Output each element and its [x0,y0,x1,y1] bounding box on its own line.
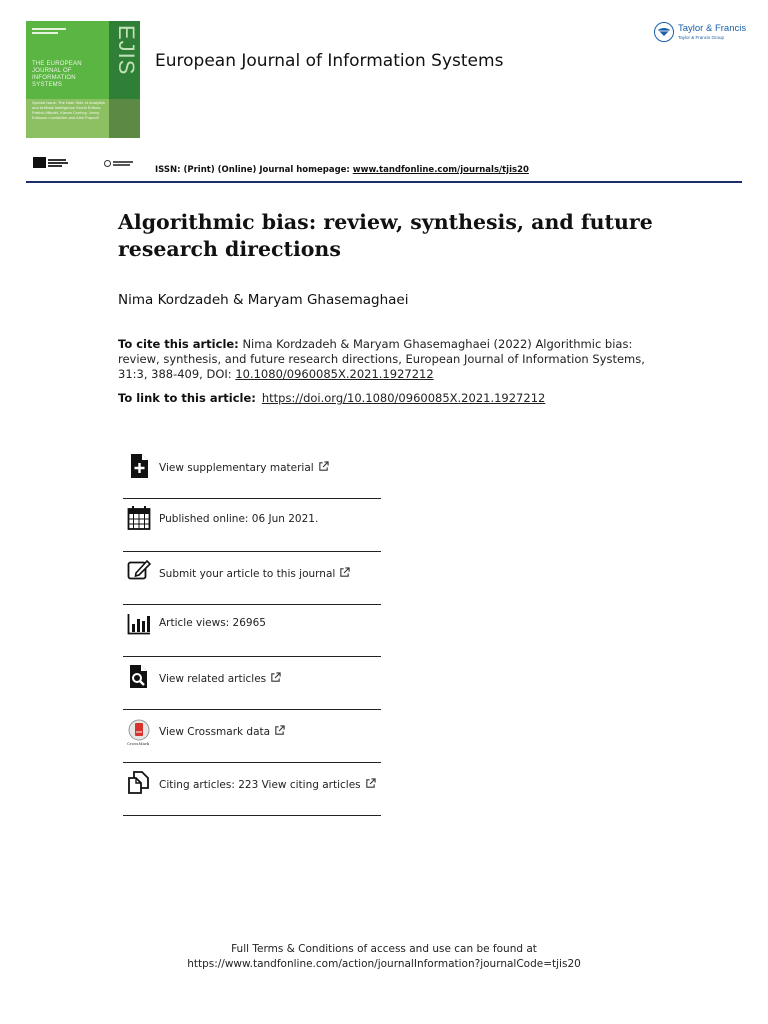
info-label: Citing articles: 223 View citing articles [159,779,361,791]
cover-top-line [32,28,66,30]
list-divider [123,762,381,763]
list-divider [123,498,381,499]
footer-terms [0,942,768,972]
cite-doi-link[interactable]: 10.1080/0960085X.2021.1927212 [235,367,434,381]
header-divider [26,181,742,183]
issn-text: ISSN: (Print) (Online) Journal homepage: [155,165,353,175]
info-label: View related articles [159,673,267,685]
bar-chart-icon [127,611,151,637]
info-label: View Crossmark data [159,726,271,738]
info-label: Submit your article to this journal [159,568,336,580]
external-link-icon [339,567,350,578]
article-views-row [123,609,381,661]
list-divider [123,656,381,657]
external-link-icon [318,461,329,472]
publisher-small-logo [33,157,69,169]
cover-top-line [32,32,58,34]
article-authors: Nima Kordzadeh & Maryam Ghasemaghaei [118,292,409,308]
crossmark-row[interactable] [123,714,381,766]
citing-icon [127,770,151,796]
cite-text: Nima Kordzadeh & Maryam Ghasemaghaei (2022) Algorithmic bias: review, synthesis, and future research directions, European Journal of Information Systems, 31:3, 388-409, DOI: [118,337,645,381]
external-link-icon [274,725,285,736]
file-plus-icon [127,453,151,479]
edit-icon [127,558,151,584]
taylor-francis-logo [654,22,746,46]
taylor-francis-emblem-icon [654,22,674,42]
info-label: Published online: 06 Jun 2021. [159,513,319,525]
footer-line-1: Full Terms & Conditions of access and use can be found at [231,943,537,955]
publisher-name: Taylor & Francis [678,23,747,34]
external-link-icon [365,778,376,789]
list-divider [123,815,381,816]
article-title: Algorithmic bias: review, synthesis, and future research directions [118,210,653,261]
external-link-icon [270,672,281,683]
journal-title: European Journal of Information Systems [155,51,504,71]
crossmark-caption: CrossMark [127,741,150,746]
citing-articles-row[interactable] [123,767,381,819]
cover-title: THE EUROPEAN JOURNAL OF INFORMATION SYSTEMS [32,61,82,88]
list-divider [123,604,381,605]
article-link-line [118,391,545,405]
publisher-group: Taylor & Francis Group [678,35,725,40]
journal-cover-thumbnail [26,21,140,138]
related-articles-row[interactable] [123,661,381,713]
list-divider [123,551,381,552]
search-document-icon [127,664,151,690]
issn-homepage-line [155,165,529,175]
journal-homepage-link[interactable]: www.tandfonline.com/journals/tjis20 [352,165,529,175]
supplementary-material-row[interactable] [123,451,381,503]
info-label: Article views: 26965 [159,617,266,629]
link-label: To link to this article: [118,391,256,405]
published-online-row [123,503,381,555]
calendar-icon [127,505,151,531]
article-doi-link[interactable]: https://doi.org/10.1080/0960085X.2021.1927212 [261,391,546,405]
submit-article-row[interactable] [123,556,381,608]
society-small-logo [104,160,134,168]
info-label: View supplementary material [159,462,314,474]
crossmark-icon [127,719,153,749]
cover-spine-lower [109,99,140,138]
cover-spine-text: EJIS [114,25,139,76]
cite-label: To cite this article: [118,337,239,351]
citation-block [118,337,663,382]
footer-terms-link[interactable]: https://www.tandfonline.com/action/journalInformation?journalCode=tjis20 [187,958,581,970]
cover-feature-text: Special Issue: The Dark Side of Analytics and Artificial Intelligence Guest Editors: Patrick Mikalef, Kieran Conboy, Jenny Eriksson Lundström and Aleš Popovič [32,100,105,120]
list-divider [123,709,381,710]
